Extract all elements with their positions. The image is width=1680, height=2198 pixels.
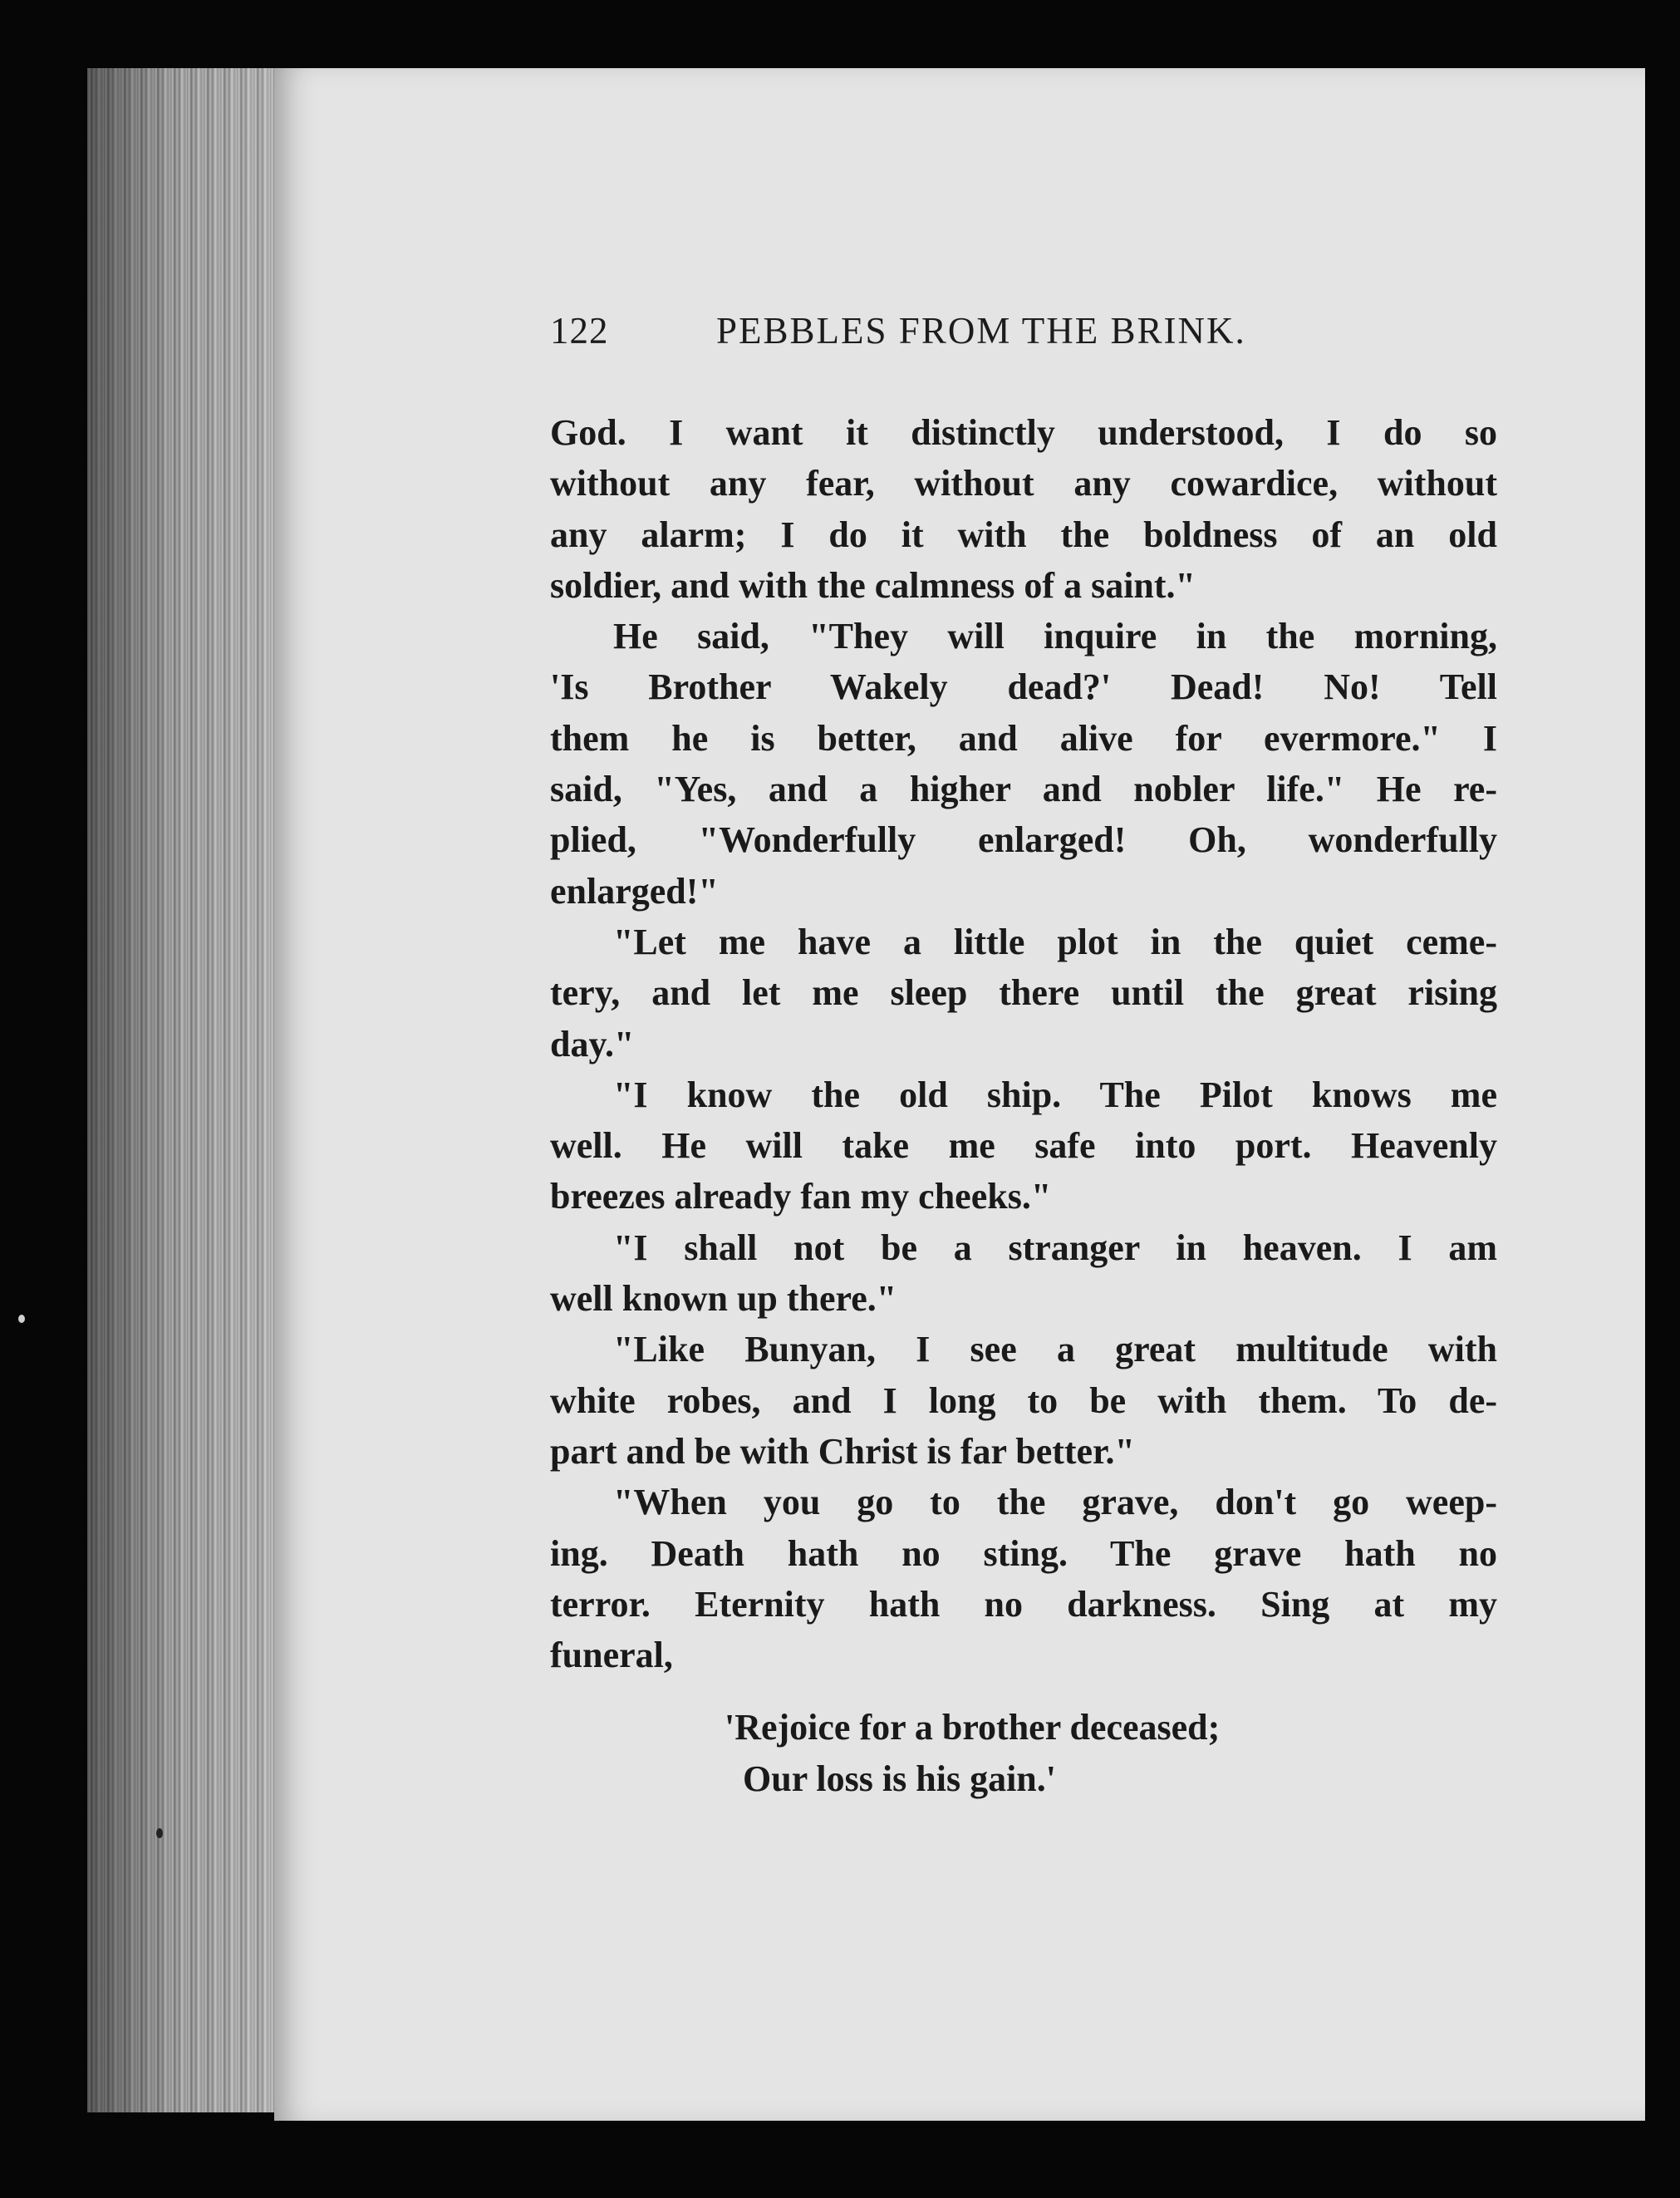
text-line: "I know the old ship. The Pilot knows me xyxy=(613,1074,1497,1115)
text-line: them he is better, and alive for evermore." I xyxy=(550,717,1497,759)
text-line: plied, "Wonderfully enlarged! Oh, wonderfully xyxy=(550,819,1497,861)
text-line: funeral, xyxy=(550,1635,673,1676)
verse-line: 'Rejoice for a brother deceased; xyxy=(725,1707,1221,1748)
text-line: day." xyxy=(550,1023,635,1065)
text-line: "Like Bunyan, I see a great multitude with xyxy=(613,1329,1497,1370)
verse-quote xyxy=(550,1702,1497,1804)
page-number: 122 xyxy=(550,310,609,352)
running-head xyxy=(550,309,1497,359)
text-line: tery, and let me sleep there until the great rising xyxy=(550,972,1497,1014)
text-line: 'Is Brother Wakely dead?' Dead! No! Tell xyxy=(550,666,1497,708)
body-text xyxy=(550,407,1497,1804)
text-line: terror. Eternity hath no darkness. Sing at my xyxy=(550,1583,1497,1625)
text-line: breezes already fan my cheeks." xyxy=(550,1176,1052,1217)
text-line: God. I want it distinctly understood, I do so xyxy=(550,412,1497,453)
verse-gap xyxy=(550,1680,1497,1702)
text-line: well. He will take me safe into port. Heavenly xyxy=(550,1125,1497,1167)
text-line: soldier, and with the calmness of a saint." xyxy=(550,564,1196,606)
running-title: PEBBLES FROM THE BRINK. xyxy=(716,310,1246,352)
page-edges xyxy=(87,68,303,2112)
paragraph-lines xyxy=(550,407,1497,1680)
text-line: "When you go to the grave, don't go weep- xyxy=(613,1482,1497,1523)
text-line: "I shall not be a stranger in heaven. I am xyxy=(613,1227,1497,1268)
scan-speck xyxy=(156,1828,163,1838)
scan-speck xyxy=(18,1315,25,1323)
text-line: part and be with Christ is far better." xyxy=(550,1430,1135,1472)
text-line: said, "Yes, and a higher and nobler life." He re- xyxy=(550,769,1497,810)
text-line: white robes, and I long to be with them. To de- xyxy=(550,1379,1497,1421)
verse-line: Our loss is his gain.' xyxy=(743,1758,1056,1799)
text-line: "Let me have a little plot in the quiet ceme- xyxy=(613,921,1497,962)
text-line: ing. Death hath no sting. The grave hath no xyxy=(550,1532,1497,1574)
text-line: without any fear, without any cowardice, without xyxy=(550,463,1497,504)
text-line: any alarm; I do it with the boldness of an old xyxy=(550,514,1497,555)
text-line: well known up there." xyxy=(550,1278,897,1320)
text-line: enlarged!" xyxy=(550,870,719,912)
text-line: He said, "They will inquire in the morning, xyxy=(613,616,1497,657)
